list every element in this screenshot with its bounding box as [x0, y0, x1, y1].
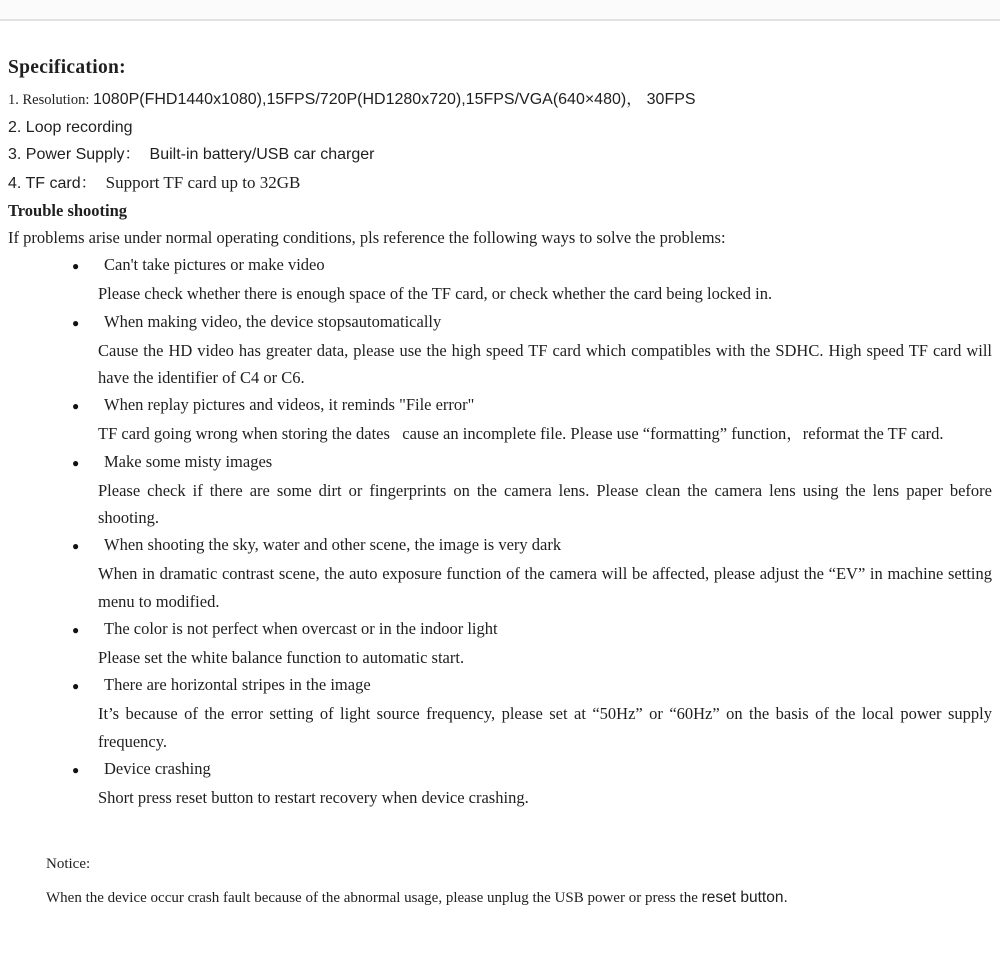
- spec-item-label: 4. TF card：: [8, 174, 97, 192]
- bullet-detail: Cause the HD video has greater data, please use the high speed TF card which compatibles with the SDHC. High speed TF card will have the identifier of C4 or C6.: [98, 340, 997, 388]
- bullet-detail: Short press reset button to restart recovery when device crashing.: [98, 788, 529, 808]
- bullet-detail: Please check whether there is enough space of the TF card, or check whether the card being locked in.: [98, 284, 773, 304]
- trouble-item: [0, 251, 1000, 307]
- bullet-title: Can't take pictures or make video: [104, 255, 325, 275]
- spec-item-power-supply: [8, 141, 1000, 168]
- troubleshooting-title: Trouble shooting: [8, 200, 128, 220]
- bullet-icon: ●: [72, 259, 80, 274]
- spec-item-label: 2. Loop recording: [8, 119, 133, 137]
- bullet-icon: ●: [72, 539, 80, 554]
- bullet-detail: When in dramatic contrast scene, the auto exposure function of the camera will be affected, please adjust the “EV” in machine setting menu to modified.: [98, 564, 997, 611]
- bullet-detail: Please set the white balance function to automatic start.: [98, 648, 465, 668]
- troubleshooting-intro: If problems arise under normal operating conditions, pls reference the following ways to solve the problems:: [8, 228, 726, 248]
- bullet-icon: ●: [72, 762, 80, 777]
- notice-section: [46, 855, 1000, 908]
- spec-item-label: 3. Power Supply：: [8, 146, 141, 164]
- trouble-item: [0, 448, 1000, 532]
- spec-item-loop-recording: [8, 114, 1000, 141]
- trouble-item: [0, 755, 1000, 811]
- trouble-item: [0, 531, 1000, 615]
- notice-label: Notice:: [46, 856, 91, 873]
- bullet-title: Make some misty images: [104, 451, 273, 471]
- spec-list: [8, 86, 1000, 197]
- bullet-icon: ●: [72, 679, 80, 694]
- spec-item-value: Support TF card up to 32GB: [105, 172, 301, 192]
- bullet-title: When shooting the sky, water and other scene, the image is very dark: [104, 535, 562, 555]
- troubleshooting-list: [0, 251, 1000, 811]
- notice-text-serif: When the device occur crash fault because of the abnormal usage, please unplug the USB power or press the: [46, 890, 702, 907]
- trouble-item: [0, 615, 1000, 671]
- bullet-detail: It’s because of the error setting of light source frequency, please set at “50Hz” or “60Hz” on the basis of the local power supply frequency.: [98, 704, 997, 751]
- bullet-icon: ●: [72, 455, 80, 470]
- notice-text-emphasis: reset button.: [701, 889, 788, 907]
- bullet-title: Device crashing: [104, 758, 211, 778]
- spec-title: Specification:: [8, 57, 126, 78]
- bullet-detail: TF card going wrong when storing the dates cause an incomplete file. Please use “formatting” function，reformat the TF card.: [98, 424, 944, 444]
- bullet-icon: ●: [72, 315, 80, 330]
- bullet-detail: Please check if there are some dirt or fingerprints on the camera lens. Please clean the camera lens using the lens paper before shooting.: [98, 480, 997, 528]
- bullet-title: The color is not perfect when overcast or in the indoor light: [104, 618, 498, 638]
- bullet-title: When making video, the device stopsautomatically: [104, 311, 442, 331]
- bullet-title: When replay pictures and videos, it reminds "File error": [104, 395, 475, 415]
- spec-item-value: 1080P(FHD1440x1080),15FPS/720P(HD1280x720),15FPS/VGA(640×480)， 30FPS: [93, 91, 696, 108]
- spec-item-tf-card: [8, 169, 1000, 197]
- trouble-item: [0, 308, 1000, 392]
- bullet-icon: ●: [72, 622, 80, 637]
- notice-text: [46, 888, 1000, 908]
- trouble-item: [0, 671, 1000, 755]
- bullet-icon: ●: [72, 399, 80, 414]
- spec-item-value: Built-in battery/USB car charger: [149, 146, 375, 164]
- trouble-item: [0, 391, 1000, 447]
- bullet-title: There are horizontal stripes in the image: [104, 675, 371, 695]
- spec-item-resolution: [8, 86, 1000, 114]
- top-divider: [0, 0, 1000, 21]
- spec-item-label: 1. Resolution:: [8, 92, 93, 108]
